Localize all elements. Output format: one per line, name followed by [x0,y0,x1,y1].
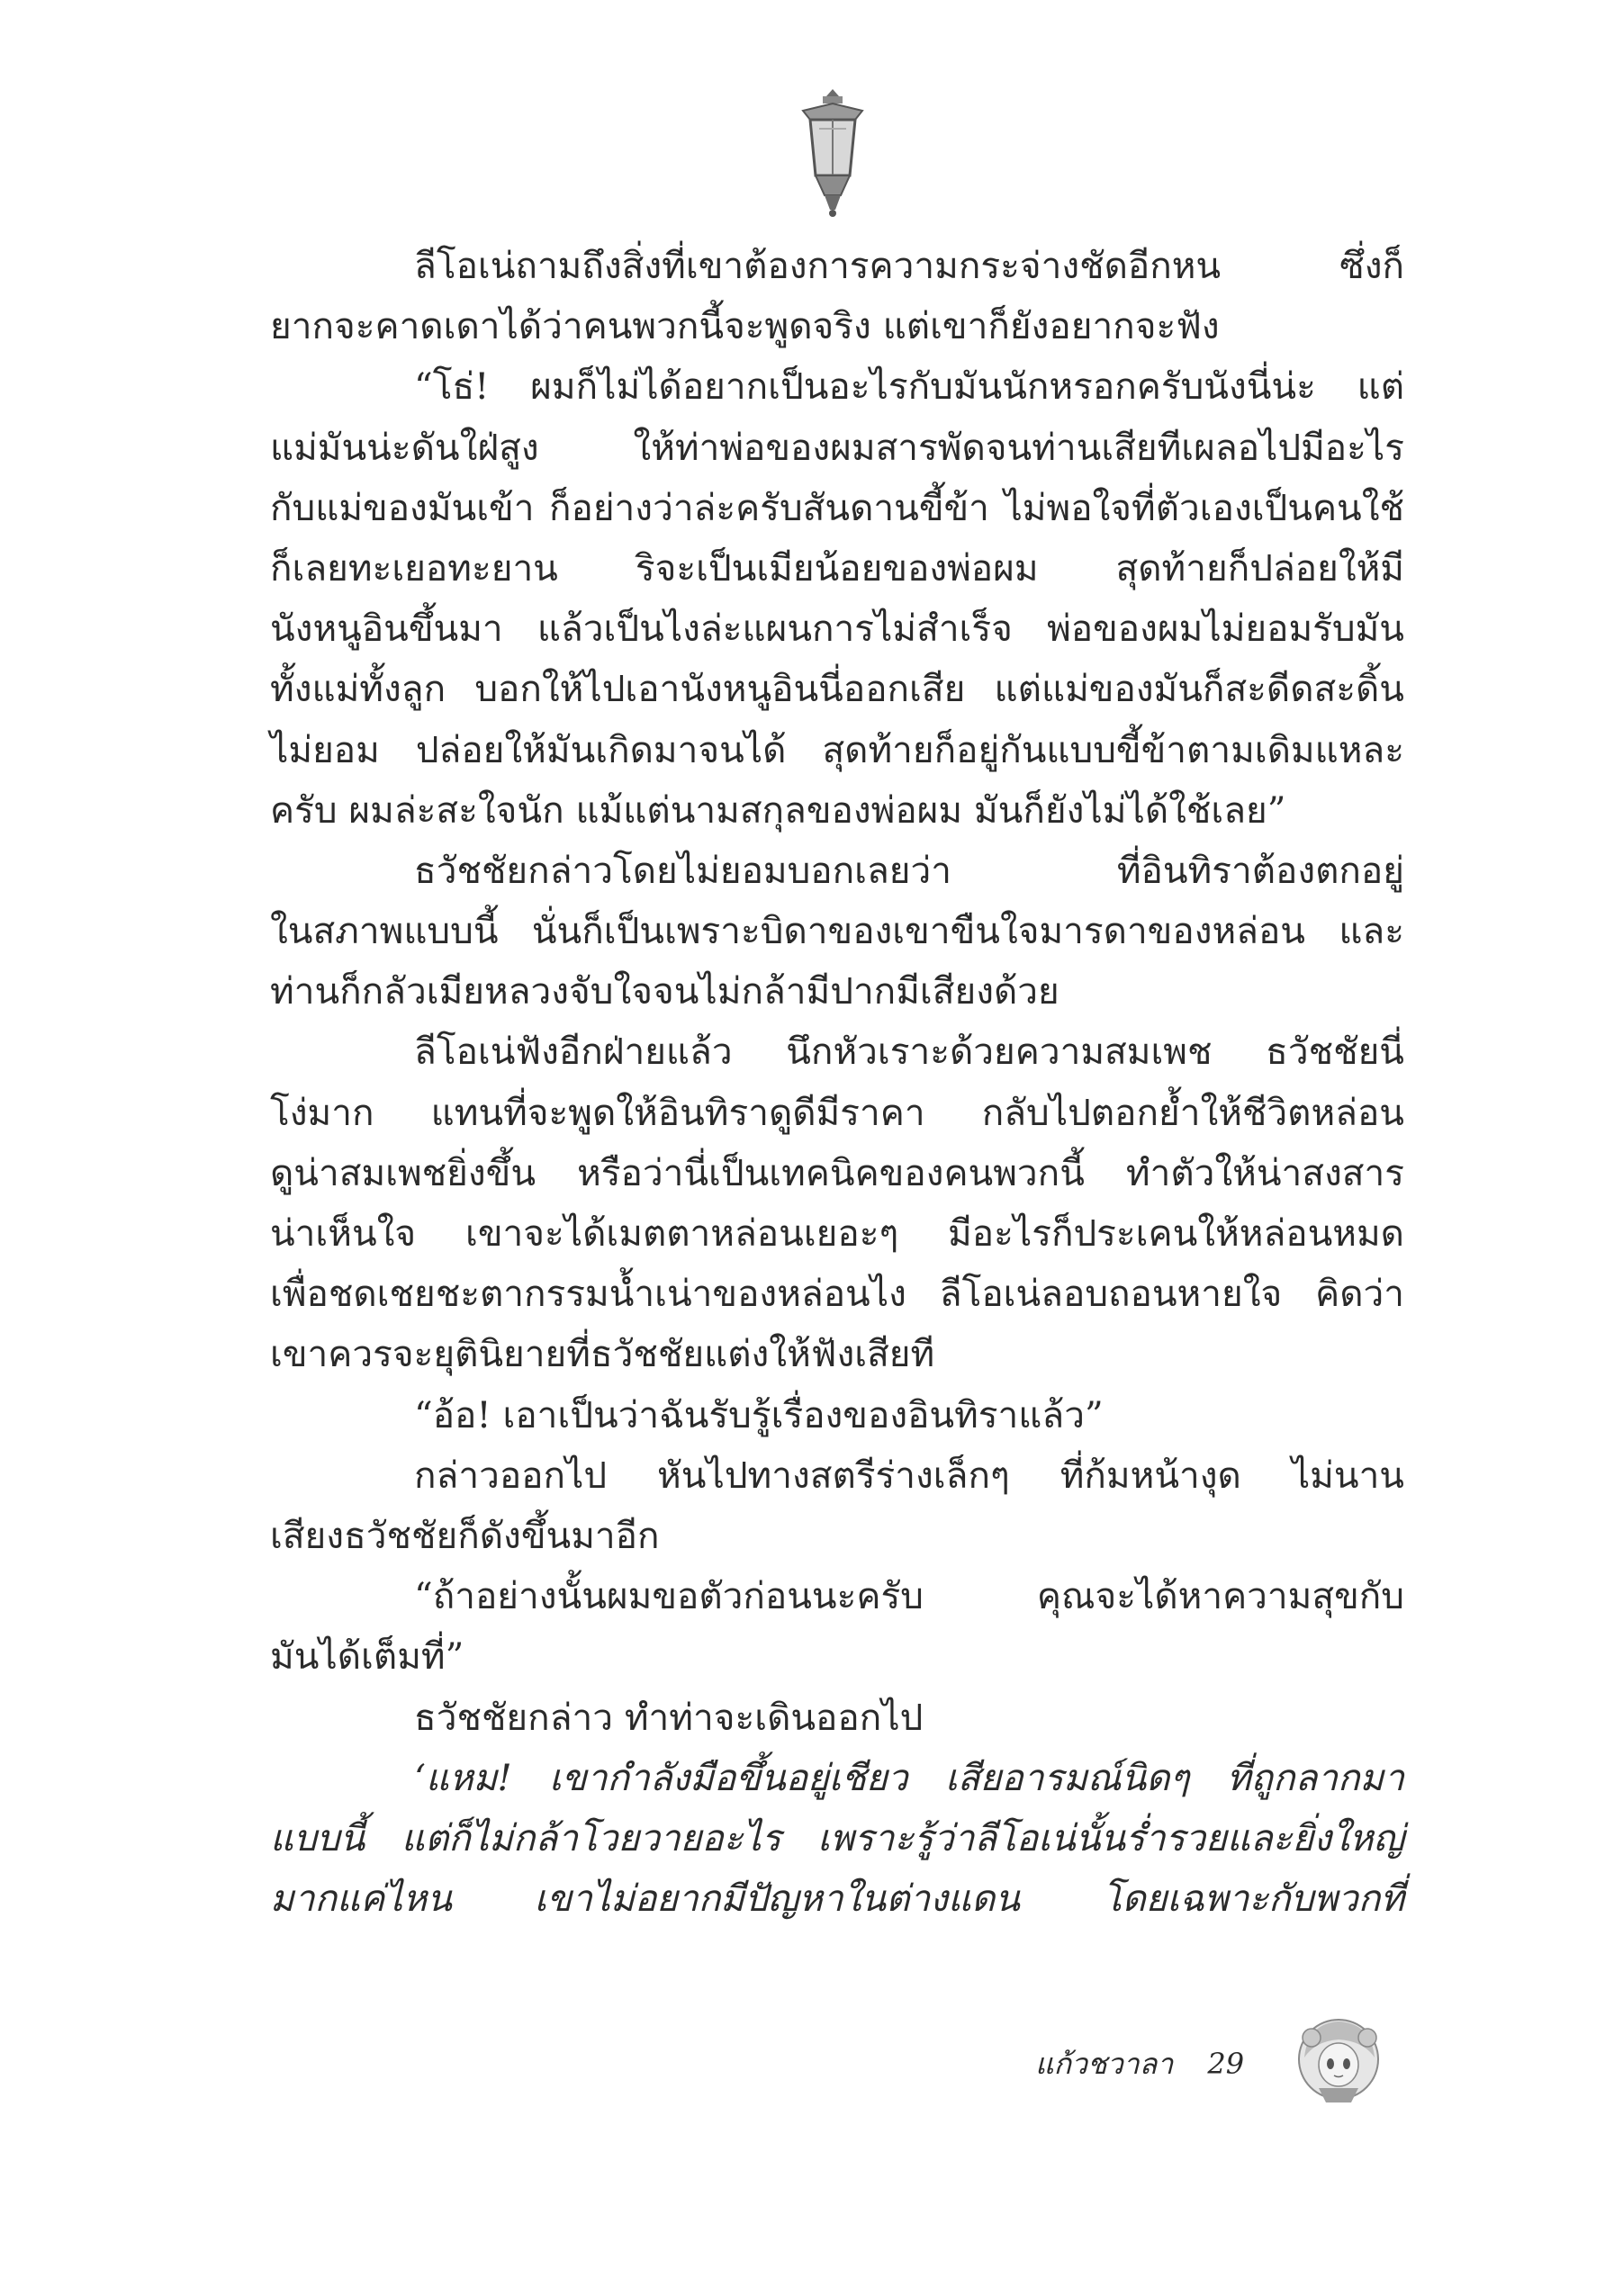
text-line: นังหนูอินขึ้นมา แล้วเป็นไงล่ะแผนการไม่สำเร็จ พ่อของผมไม่ยอมรับมัน [270,607,1404,651]
text-line: เขาควรจะยุตินิยายที่ธวัชชัยแต่งให้ฟังเสียที [270,1332,935,1376]
text-line: ก็เลยทะเยอทะยาน ริจะเป็นเมียน้อยของพ่อผม สุดท้ายก็ปล่อยให้มี [270,545,1404,590]
character-portrait-icon [1292,2014,1386,2109]
text-line: ลีโอเน่ถามถึงสิ่งที่เขาต้องการความกระจ่างชัดอีกหน ซึ่งก็ [414,244,1404,287]
text-line: ลีโอเน่ฟังอีกฝ่ายแล้ว นึกหัวเราะด้วยความสมเพช ธวัชชัยนี่ [414,1030,1404,1074]
text-line: “โธ่! ผมก็ไม่ได้อยากเป็นอะไรกับมันนักหรอกครับนังนี่น่ะ แต่ [414,365,1404,409]
text-line: น่าเห็นใจ เขาจะได้เมตตาหล่อนเยอะๆ มีอะไรก็ประเคนให้หล่อนหมด [270,1211,1404,1255]
text-line: ดูน่าสมเพชยิ่งขึ้น หรือว่านี่เป็นเทคนิคของคนพวกนี้ ทำตัวให้น่าสงสาร [270,1150,1404,1194]
text-line: ‘แหม! เขากำลังมือขึ้นอยู่เชียว เสียอารมณ์นิดๆ ที่ถูกลากมา [414,1755,1404,1799]
text-line: เพื่อชดเชยชะตากรรมน้ำเน่าของหล่อนไง ลีโอเน่ลอบถอนหายใจ คิดว่า [270,1272,1404,1316]
text-line: ไม่ยอม ปล่อยให้มันเกิดมาจนได้ สุดท้ายก็อยู่กันแบบขี้ข้าตามเดิมแหละ [270,727,1404,771]
text-line: ธวัชชัยกล่าว ทำท่าจะเดินออกไป [414,1695,924,1739]
text-line: “อ้อ! เอาเป็นว่าฉันรับรู้เรื่องของอินทิราแล้ว” [414,1392,1104,1436]
text-line: มากแค่ไหน เขาไม่อยากมีปัญหาในต่างแดน โดยเฉพาะกับพวกที่ [270,1877,1404,1921]
page-number: 29 [1207,2047,1245,2081]
text-line: แม่มันน่ะดันใฝ่สูง ให้ท่าพ่อของผมสารพัดจนท่านเสียทีเผลอไปมีอะไร [270,425,1404,469]
text-line: ครับ ผมล่ะสะใจนัก แม้แต่นามสกุลของพ่อผม มันก็ยังไม่ได้ใช้เลย” [270,788,1286,832]
page-footer [1035,2041,1244,2087]
body-text [270,236,1404,1929]
text-line: กล่าวออกไป หันไปทางสตรีร่างเล็กๆ ที่ก้มหน้างุด ไม่นาน [414,1453,1404,1497]
text-line: กับแม่ของมันเข้า ก็อย่างว่าล่ะครับสันดานขี้ข้า ไม่พอใจที่ตัวเองเป็นคนใช้ [270,485,1404,529]
text-line: โง่มาก แทนที่จะพูดให้อินทิราดูดีมีราคา กลับไปตอกย้ำให้ชีวิตหล่อน [270,1090,1404,1134]
text-line: เสียงธวัชชัยก็ดังขึ้นมาอีก [270,1513,660,1557]
text-line: “ถ้าอย่างนั้นผมขอตัวก่อนนะครับ คุณจะได้หาความสุขกับ [414,1574,1404,1618]
text-line: ในสภาพแบบนี้ นั่นก็เป็นเพราะบิดาของเขาขืนใจมารดาของหล่อน และ [270,909,1404,953]
text-line: ทั้งแม่ทั้งลูก บอกให้ไปเอานังหนูอินนี่ออกเสีย แต่แม่ของมันก็สะดีดสะดิ้น [270,667,1404,711]
text-line: มันได้เต็มที่” [270,1634,464,1679]
text-line: ยากจะคาดเดาได้ว่าคนพวกนี้จะพูดจริง แต่เขาก็ยังอยากจะฟัง [270,304,1220,348]
text-line: แบบนี้ แต่ก็ไม่กล้าโวยวายอะไร เพราะรู้ว่าลีโอเน่นั้นร่ำรวยและยิ่งใหญ่ [270,1815,1404,1859]
book-title: แก้วชวาลา [1035,2047,1174,2081]
text-line: ธวัชชัยกล่าวโดยไม่ยอมบอกเลยว่า ที่อินทิราต้องตกอยู่ [414,848,1404,892]
lantern-icon [783,86,882,221]
text-line: ท่านก็กลัวเมียหลวงจับใจจนไม่กล้ามีปากมีเสียงด้วย [270,969,1059,1013]
